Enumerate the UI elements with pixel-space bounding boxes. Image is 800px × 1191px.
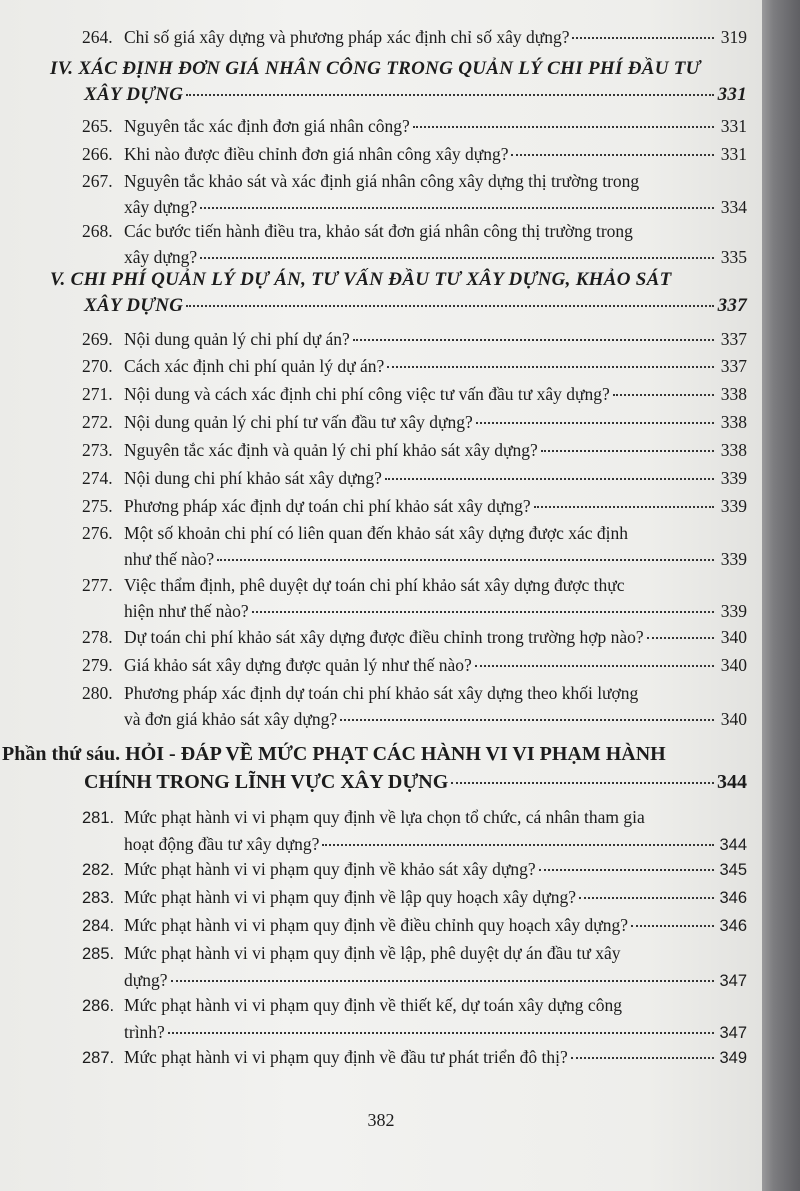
entry-text: Mức phạt hành vi vi phạm quy định về lựa chọn tổ chức, cá nhân tham gia [124,807,645,827]
section-title: IV. XÁC ĐỊNH ĐƠN GIÁ NHÂN CÔNG TRONG QUẢN LÝ CHI PHÍ ĐẦU TƯ [50,58,701,79]
dot-leader [387,366,714,368]
entry-number: 267. [82,171,113,191]
section-page: 337 [717,295,747,316]
dot-leader [413,126,714,128]
dot-leader [322,844,714,846]
entry-text-cont: như thế nào? [124,549,215,569]
entry-page: 345 [719,861,747,879]
entry-page: 347 [719,1024,747,1042]
toc-entry-281 [82,804,747,858]
toc-entry-282 [82,856,747,883]
section-title: V. CHI PHÍ QUẢN LÝ DỰ ÁN, TƯ VẤN ĐẦU TƯ XÂY DỰNG, KHẢO SÁT [50,269,672,290]
page-edge [762,0,800,1191]
entry-number: 269. [82,329,113,349]
entry-number: 278. [82,627,113,647]
entry-text: Mức phạt hành vi vi phạm quy định về khảo sát xây dựng? [124,859,536,879]
entry-text: Mức phạt hành vi vi phạm quy định về thiết kế, dự toán xây dựng công [124,995,622,1015]
dot-leader [539,869,714,871]
entry-page: 347 [719,972,747,990]
dot-leader [385,478,714,480]
dot-leader [571,1057,714,1059]
dot-leader [476,422,714,424]
entry-number: 265. [82,116,113,136]
entry-number: 276. [82,523,113,543]
entry-text: Cách xác định chi phí quản lý dự án? [124,356,385,376]
part-page: 344 [717,771,747,793]
part-title: Phần thứ sáu. HỎI - ĐÁP VỀ MỨC PHẠT CÁC HÀNH VI VI PHẠM HÀNH [2,743,666,765]
entry-number: 271. [82,384,113,404]
section-iv-heading [50,56,747,108]
toc-entry-280 [82,680,747,732]
dot-leader [353,339,714,341]
entry-number: 277. [82,575,113,595]
entry-text: Các bước tiến hành điều tra, khảo sát đơn giá nhân công thị trường trong [124,221,633,241]
entry-text: Việc thẩm định, phê duyệt dự toán chi phí khảo sát xây dựng được thực [124,575,625,595]
entry-number: 281. [82,809,115,827]
page-number: 382 [367,1110,395,1130]
entry-page: 339 [720,496,747,516]
toc-entry-265 [82,113,747,139]
entry-text: Mức phạt hành vi vi phạm quy định về lập, phê duyệt dự án đầu tư xây [124,943,621,963]
toc-entry-267 [82,168,747,220]
dot-leader [613,394,714,396]
toc-entry-272 [82,409,747,435]
entry-text: Giá khảo sát xây dựng được quản lý như thế nào? [124,655,472,675]
entry-page: 339 [720,549,747,569]
section-v-heading [50,267,747,319]
entry-number: 279. [82,655,113,675]
toc-entry-286 [82,992,747,1046]
toc-entry-283 [82,884,747,911]
entry-page: 339 [720,468,747,488]
entry-number: 287. [82,1049,115,1067]
entry-number: 286. [82,997,115,1015]
entry-page: 337 [720,356,747,376]
toc-entry-271 [82,381,747,407]
dot-leader [252,611,714,613]
dot-leader [451,782,714,784]
entry-number: 284. [82,917,115,935]
entry-page: 338 [720,412,747,432]
dot-leader [340,719,714,721]
entry-number: 275. [82,496,113,516]
dot-leader [217,559,714,561]
toc-entry-274 [82,465,747,491]
entry-page: 331 [720,144,747,164]
toc-entry-268 [82,218,747,270]
toc-entry-266 [82,141,747,167]
entry-text: Nguyên tắc khảo sát và xác định giá nhân công xây dựng thị trường trong [124,171,640,191]
toc-entry-277 [82,572,747,624]
entry-page: 334 [720,197,747,217]
entry-number: 273. [82,440,113,460]
dot-leader [200,257,714,259]
entry-text-cont: xây dựng? [124,247,198,267]
toc-entry-285 [82,940,747,994]
entry-page: 338 [720,440,747,460]
toc-entry-269 [82,326,747,352]
entry-text: Phương pháp xác định dự toán chi phí khảo sát xây dựng? [124,496,531,516]
entry-page: 346 [719,889,747,907]
entry-text-cont: và đơn giá khảo sát xây dựng? [124,709,338,729]
toc-entry-273 [82,437,747,463]
dot-leader [511,154,714,156]
dot-leader [534,506,714,508]
entry-number: 270. [82,356,113,376]
entry-page: 340 [720,709,747,729]
entry-text-cont: trình? [124,1022,165,1042]
entry-page: 338 [720,384,747,404]
dot-leader [541,450,714,452]
dot-leader [200,207,714,209]
entry-page: 340 [720,627,747,647]
entry-page: 340 [720,655,747,675]
entry-text: Nội dung quản lý chi phí dự án? [124,329,350,349]
entry-text: Nội dung và cách xác định chi phí công việc tư vấn đầu tư xây dựng? [124,384,610,404]
entry-page: 337 [720,329,747,349]
entry-text-cont: hoạt động đầu tư xây dựng? [124,834,320,854]
entry-text-cont: xây dựng? [124,197,198,217]
section-page: 331 [717,84,747,105]
toc-entry-270 [82,353,747,379]
dot-leader [168,1032,714,1034]
entry-text: Nội dung chi phí khảo sát xây dựng? [124,468,382,488]
toc-entry-276 [82,520,747,572]
entry-text: Khi nào được điều chỉnh đơn giá nhân công xây dựng? [124,144,509,164]
entry-text-cont: hiện như thế nào? [124,601,249,621]
entry-text: Nội dung quản lý chi phí tư vấn đầu tư xây dựng? [124,412,473,432]
section-title-cont: XÂY DỰNG [84,84,184,105]
entry-text: Nguyên tắc xác định và quản lý chi phí khảo sát xây dựng? [124,440,538,460]
dot-leader [186,94,714,96]
toc-entry-287 [82,1044,747,1071]
toc-entry-264 [82,24,747,50]
entry-page: 335 [720,247,747,267]
entry-page: 339 [720,601,747,621]
dot-leader [186,305,714,307]
entry-page: 331 [720,116,747,136]
entry-page: 346 [719,917,747,935]
entry-text: Mức phạt hành vi vi phạm quy định về điều chỉnh quy hoạch xây dựng? [124,915,629,935]
entry-number: 272. [82,412,113,432]
entry-page: 349 [719,1049,747,1067]
entry-page: 319 [720,27,747,47]
entry-number: 280. [82,683,113,703]
dot-leader [572,37,714,39]
entry-number: 283. [82,889,115,907]
entry-text: Mức phạt hành vi vi phạm quy định về lập quy hoạch xây dựng? [124,887,577,907]
section-title-cont: XÂY DỰNG [84,295,184,316]
entry-text: Nguyên tắc xác định đơn giá nhân công? [124,116,410,136]
entry-text-cont: dựng? [124,970,168,990]
dot-leader [475,665,714,667]
entry-number: 274. [82,468,113,488]
dot-leader [631,925,714,927]
toc-entry-278 [82,624,747,650]
entry-text: Phương pháp xác định dự toán chi phí khảo sát xây dựng theo khối lượng [124,683,639,703]
dot-leader [647,637,714,639]
entry-number: 264. [82,27,113,47]
entry-page: 344 [719,836,747,854]
toc-entry-284 [82,912,747,939]
entry-text: Mức phạt hành vi vi phạm quy định về đầu tư phát triển đô thị? [124,1047,568,1067]
entry-text: Một số khoản chi phí có liên quan đến khảo sát xây dựng được xác định [124,523,629,543]
part-title-cont: CHÍNH TRONG LĨNH VỰC XÂY DỰNG [84,771,449,793]
dot-leader [171,980,714,982]
entry-number: 282. [82,861,115,879]
toc-entry-279 [82,652,747,678]
entry-number: 285. [82,945,115,963]
entry-number: 268. [82,221,113,241]
dot-leader [579,897,714,899]
toc-entry-275 [82,493,747,519]
entry-text: Chỉ số giá xây dựng và phương pháp xác định chỉ số xây dựng? [124,27,570,47]
entry-number: 266. [82,144,113,164]
part-six-heading [2,740,747,796]
entry-text: Dự toán chi phí khảo sát xây dựng được điều chỉnh trong trường hợp nào? [124,627,644,647]
